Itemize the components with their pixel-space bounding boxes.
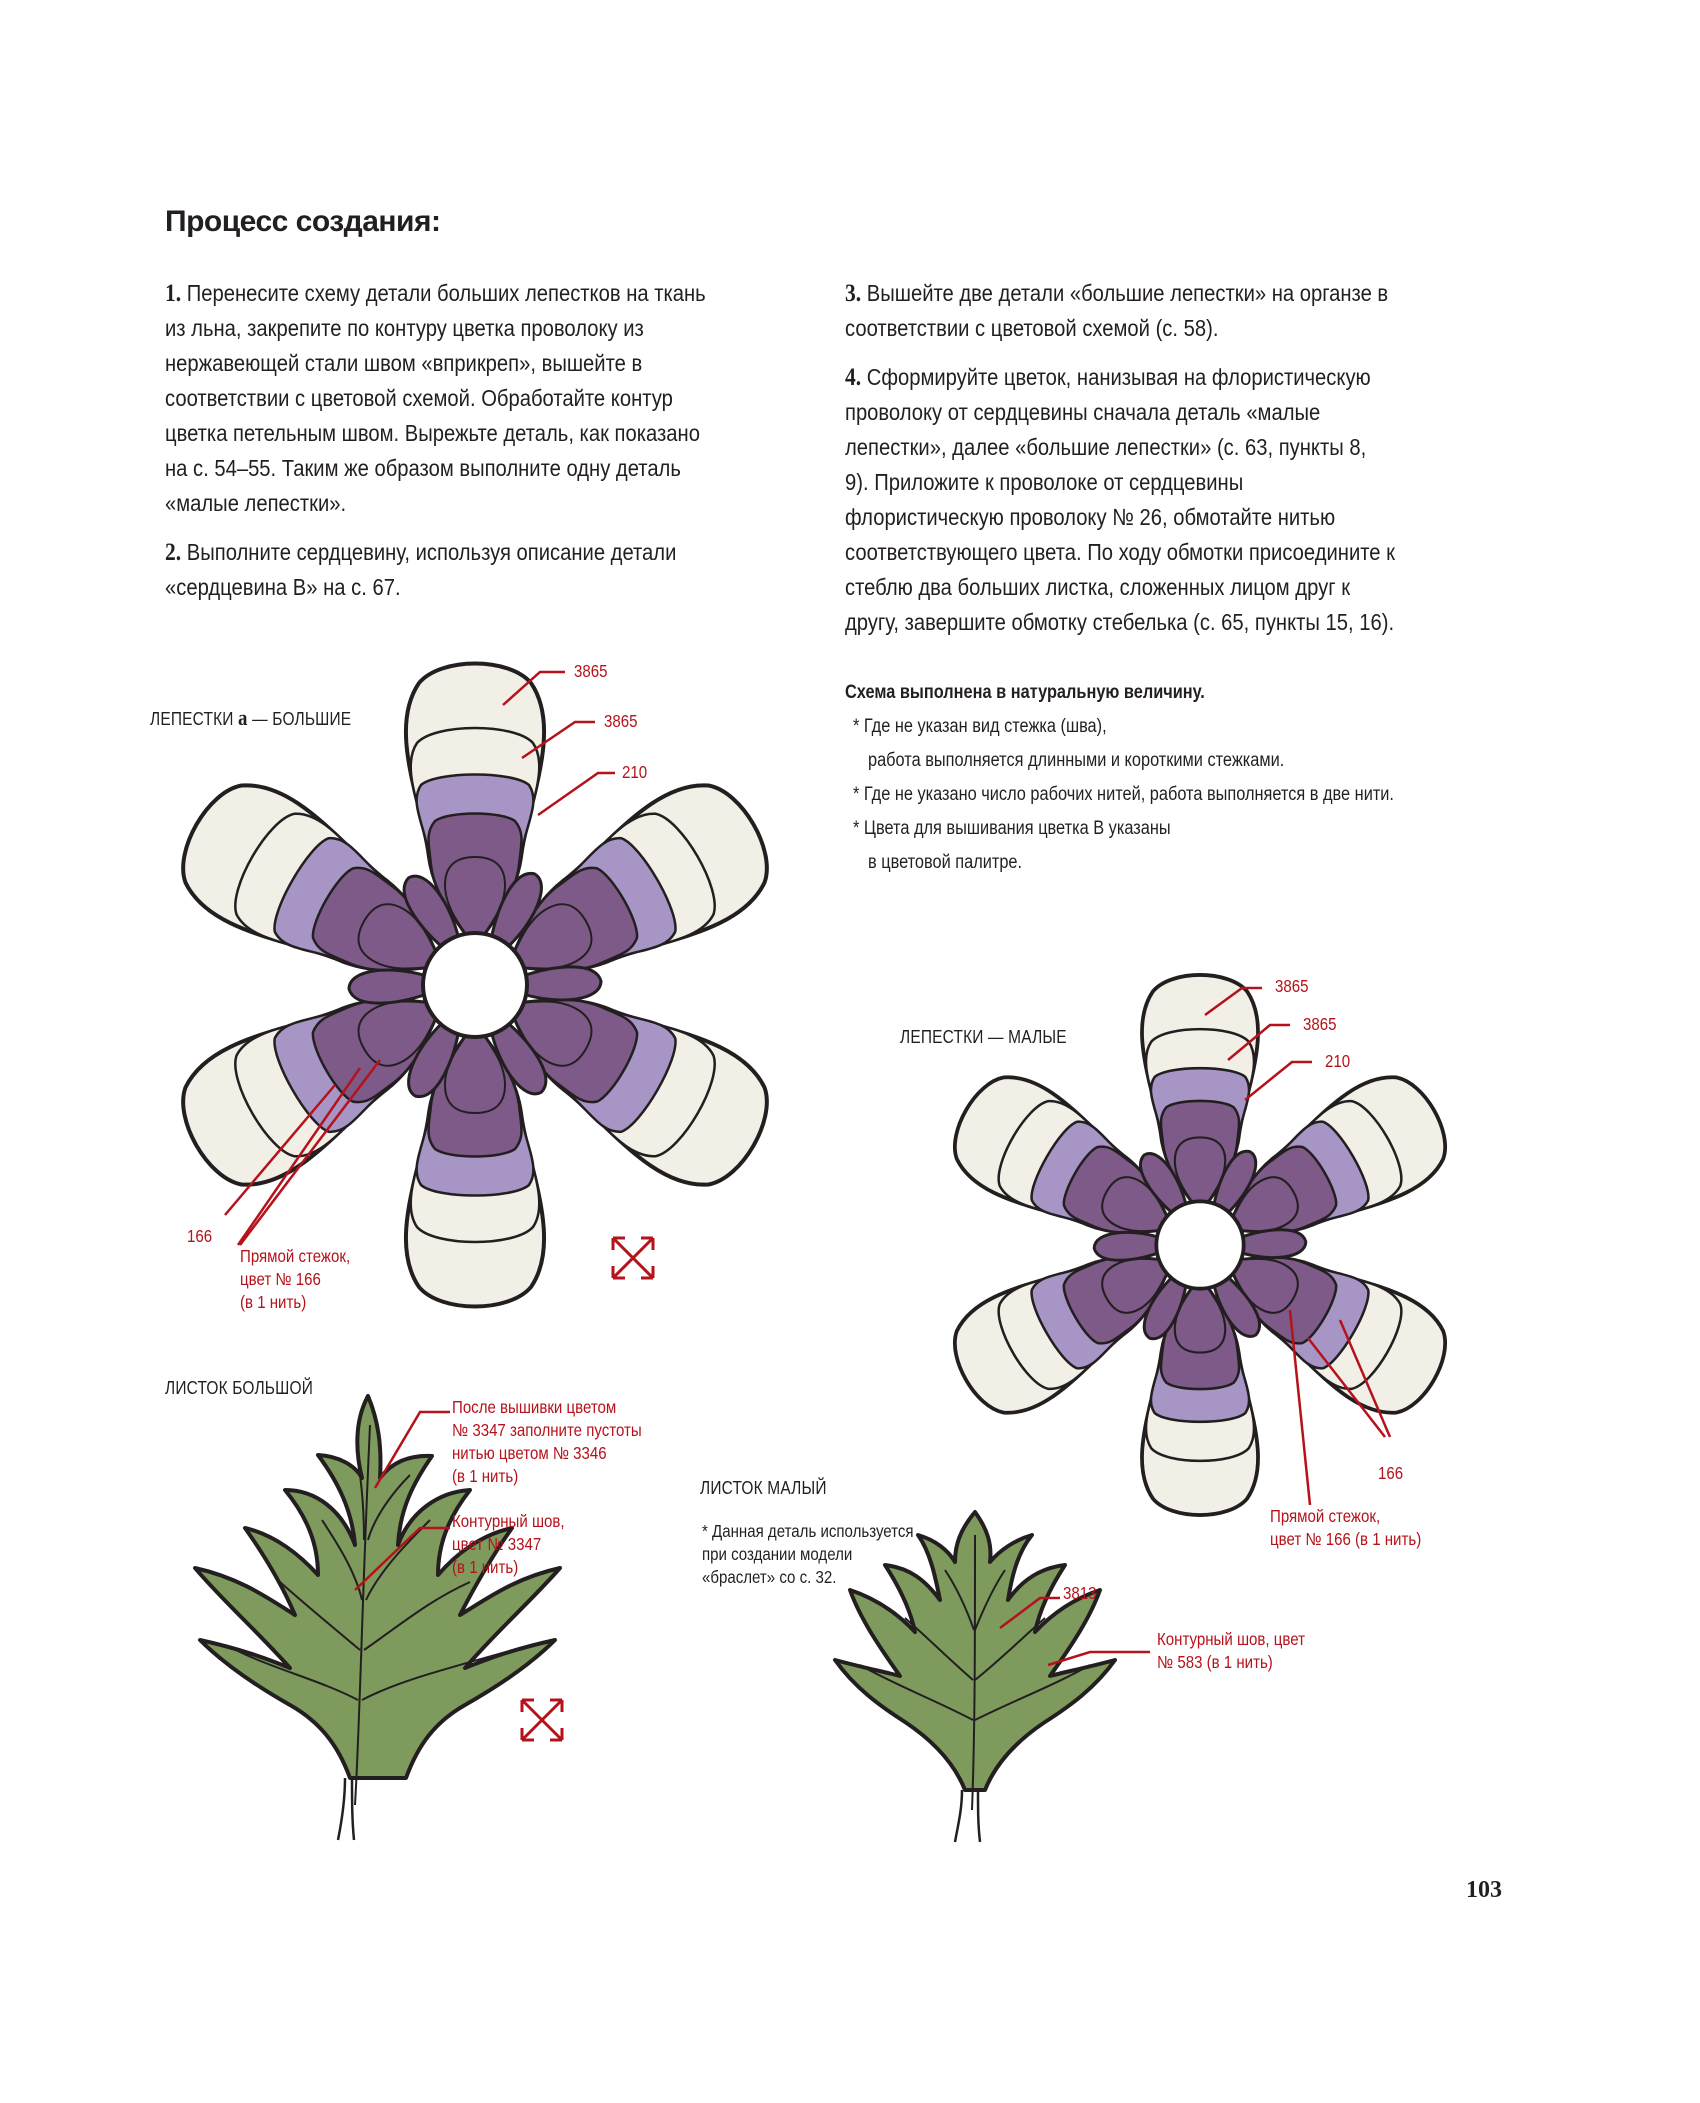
stitch-note: цвет № 166 (в 1 нить) <box>1270 1529 1422 1549</box>
color-code: 3865 <box>574 661 608 681</box>
color-code: 3813 <box>1063 1583 1097 1603</box>
stitch-note: Прямой стежок, <box>1270 1506 1381 1526</box>
color-code: 166 <box>1378 1463 1404 1483</box>
stitch-note: цвет № 166 <box>240 1269 321 1289</box>
outline-note: Контурный шов, цвет <box>1157 1629 1305 1649</box>
step-4: 4. Сформируйте цветок, нанизывая на флористическую проволоку от сердцевины сначала деталь «малые лепестки», далее «большие лепестки» (с. 63, пункты 8, 9). Приложите к проволоке от сердцевины флористическую проволоку № 26, обмотайте нитью соответствующего цвета. По ходу обмотки присоедините к стеблю два больших листка, сложенных лицом друг к другу, завершите обмотку стебелька (с. 65, пункты 15, 16). <box>845 364 1395 635</box>
fill-note: После вышивки цветом <box>452 1397 617 1417</box>
enlarge-arrows-icon <box>520 1698 564 1742</box>
fill-note: (в 1 нить) <box>452 1466 519 1486</box>
big-leaf-label: ЛИСТОК БОЛЬШОЙ <box>165 1378 314 1398</box>
color-code: 210 <box>1325 1051 1351 1071</box>
outline-note: № 583 (в 1 нить) <box>1157 1652 1273 1672</box>
small-petals-label: ЛЕПЕСТКИ — МАЛЫЕ <box>900 1027 1067 1047</box>
notes-title: Схема выполнена в натуральную величину. <box>845 682 1205 703</box>
note-line: в цветовой палитре. <box>868 852 1023 873</box>
note-line: * Цвета для вышивания цветка В указаны <box>853 818 1171 839</box>
stitch-note: Прямой стежок, <box>240 1246 351 1266</box>
big-petals-label: ЛЕПЕСТКИ а — БОЛЬШИЕ <box>150 705 352 730</box>
stitch-note: (в 1 нить) <box>240 1292 307 1312</box>
color-code: 3865 <box>1275 976 1309 996</box>
small-leaf-note: «браслет» со с. 32. <box>702 1567 837 1587</box>
step-3: 3. Вышейте две детали «большие лепестки» на органзе в соответствии с цветовой схемой (с. 58). <box>845 280 1389 341</box>
color-code: 3865 <box>1303 1014 1337 1034</box>
color-code: 3865 <box>604 711 638 731</box>
small-leaf-diagram <box>835 1512 1115 1842</box>
big-flower-diagram <box>162 664 788 1307</box>
outline-note: цвет № 3347 <box>452 1534 542 1554</box>
note-line: работа выполняется длинными и короткими стежками. <box>868 750 1285 771</box>
step-2: 2. Выполните сердцевину, используя описание детали «сердцевина В» на с. 67. <box>165 539 677 600</box>
outline-note: Контурный шов, <box>452 1511 565 1531</box>
page-number: 103 <box>1466 1877 1502 1903</box>
note-line: * Где не указан вид стежка (шва), <box>853 716 1107 737</box>
small-leaf-label: ЛИСТОК МАЛЫЙ <box>700 1478 827 1498</box>
note-line: * Где не указано число рабочих нитей, работа выполняется в две нити. <box>853 784 1394 805</box>
color-code: 210 <box>622 762 648 782</box>
enlarge-arrows-icon <box>611 1236 655 1280</box>
fill-note: № 3347 заполните пустоты <box>452 1420 642 1440</box>
step-1: 1. Перенесите схему детали больших лепестков на ткань из льна, закрепите по контуру цветка проволоку из нержавеющей стали швом «вприкреп», вышейте в соответствии с цветовой схемой. Обработайте контур цветка петельным швом. Вырежьте деталь, как показано на с. 54–55. Таким же образом выполните одну деталь «малые лепестки». <box>165 280 706 516</box>
small-leaf-note: * Данная деталь используется <box>702 1521 914 1541</box>
page-heading: Процесс создания: <box>165 205 441 238</box>
color-code: 166 <box>187 1226 213 1246</box>
small-leaf-note: при создании модели <box>702 1544 853 1564</box>
outline-note: (в 1 нить) <box>452 1557 519 1577</box>
fill-note: нитью цветом № 3346 <box>452 1443 607 1463</box>
